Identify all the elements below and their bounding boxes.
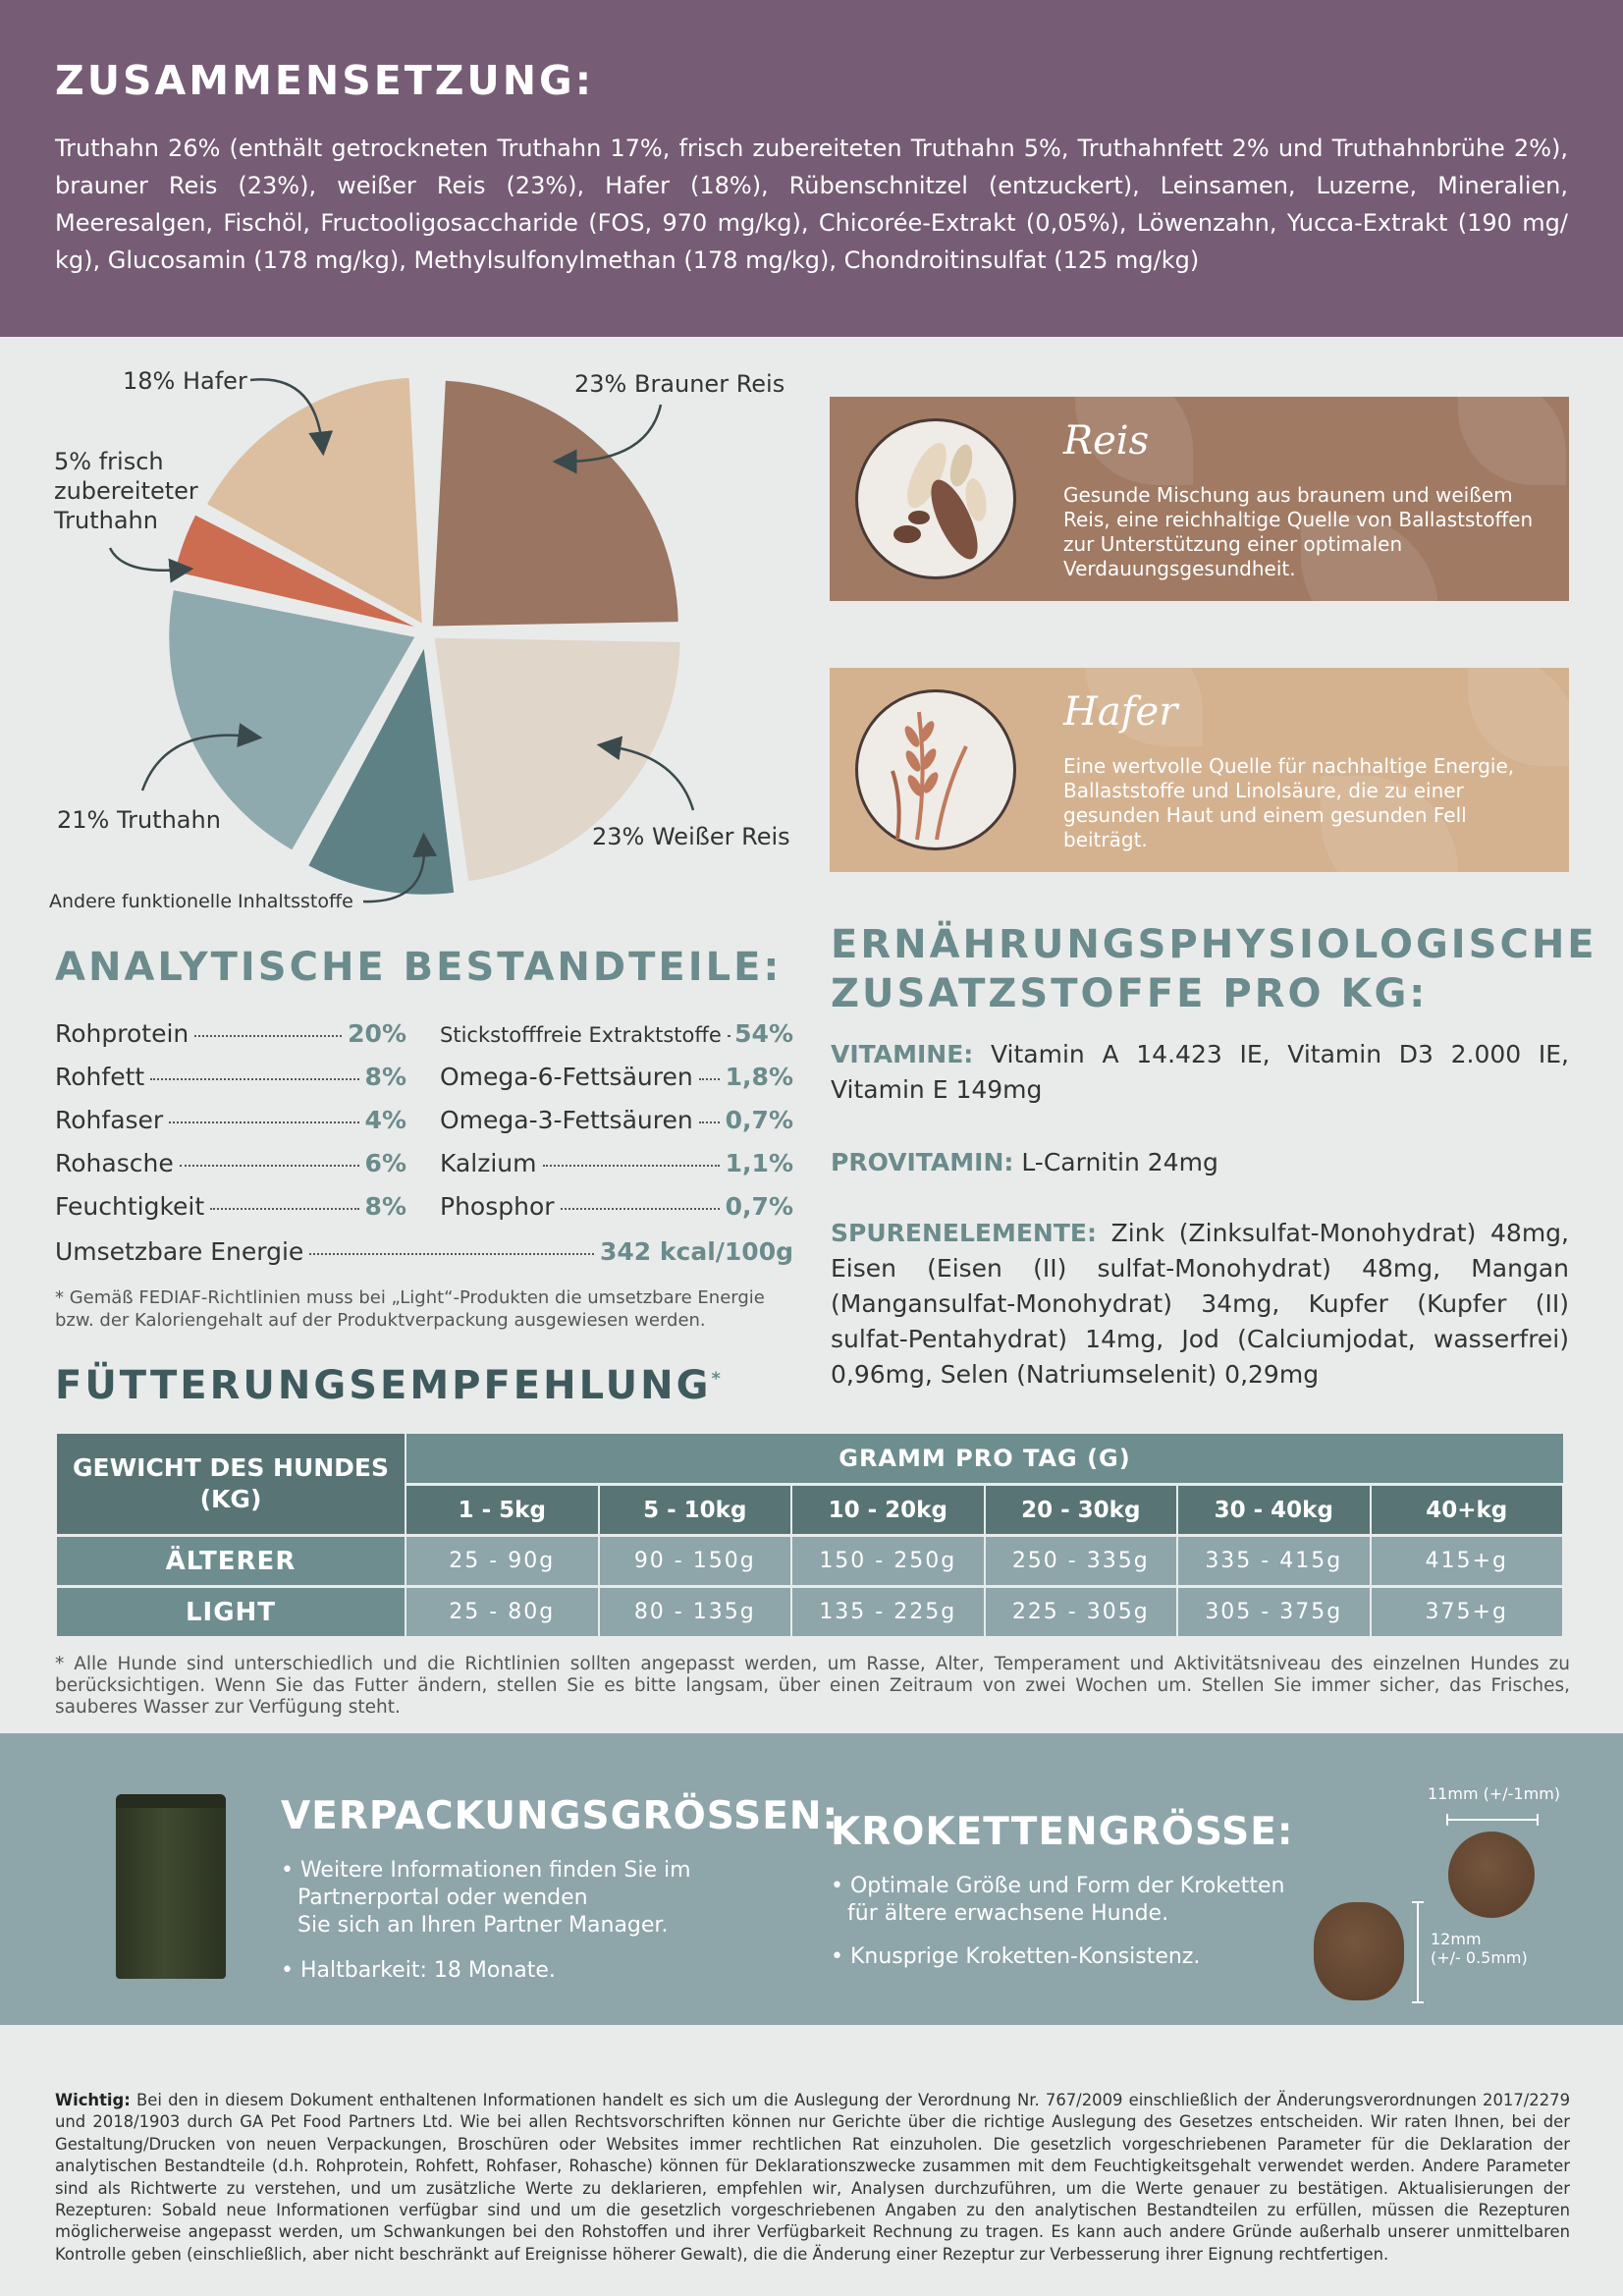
- hafer-banner: [830, 668, 1569, 872]
- weight-column-header: 40+kg: [1372, 1486, 1563, 1534]
- analytical-row: Feuchtigkeit 8%: [55, 1192, 406, 1221]
- feeding-cell: 25 - 80g: [406, 1588, 598, 1636]
- analytical-row: Rohasche 6%: [55, 1149, 406, 1177]
- reis-text: Gesunde Mischung aus braunem und weißem Reis, eine reichhaltige Quelle von Ballaststoffen zur Unterstützung einer optimalen Verdauungsgesundheit.: [1063, 483, 1534, 580]
- kibble-dim-side: 12mm (+/- 0.5mm): [1431, 1930, 1528, 1967]
- ingredient-pie: [0, 354, 815, 923]
- feeding-row-label: ÄLTERER: [57, 1537, 405, 1585]
- feeding-cell: 90 - 150g: [600, 1537, 791, 1585]
- feeding-cell: 25 - 90g: [406, 1537, 598, 1585]
- dim-line-side: [1408, 1898, 1428, 2006]
- packaging-section: [0, 1733, 1623, 2025]
- feeding-row-label: LIGHT: [57, 1588, 405, 1636]
- weight-column-header: 5 - 10kg: [600, 1486, 791, 1534]
- kibble-bullet-2: • Knusprige Kroketten-Konsistenz.: [831, 1944, 1201, 1969]
- dim-line-top: [1443, 1810, 1542, 1830]
- weight-column-header: 30 - 40kg: [1178, 1486, 1370, 1534]
- energy-row: Umsetzbare Energie 342 kcal/100g: [55, 1237, 793, 1266]
- analytical-row: Rohfett 8%: [55, 1063, 406, 1091]
- analytical-row: Phosphor 0,7%: [440, 1192, 793, 1221]
- feeding-cell: 80 - 135g: [600, 1588, 791, 1636]
- kibble-side: [1314, 1902, 1404, 2000]
- analytical-row: Rohprotein 20%: [55, 1019, 406, 1048]
- feeding-cell: 335 - 415g: [1178, 1537, 1370, 1585]
- analytical-row: Omega-3-Fettsäuren 0,7%: [440, 1106, 793, 1134]
- analytical-row: Stickstofffreie Extraktstoffe 54%: [440, 1019, 793, 1048]
- composition-text: Truthahn 26% (enthält getrockneten Truthahn 17%, frisch zubereiteten Truthahn 5%, Truthahnfett 2% und Truthahnbrühe 2%), brauner Reis (23%), weißer Reis (23%), Hafer (18%), Rübenschnitzel (entzuckert), Leinsamen, Luzerne, Mineralien, Meeresalgen, Fischöl, Fructooligosaccharide (FOS, 970 mg/kg), Chicorée-Extrakt (0,05%), Löwenzahn, Yucca-Extrakt (190 mg/ kg), Glucosamin (178 mg/kg), Methylsulfonylmethan (178 mg/kg), Chondroitinsulfat (125 mg/kg): [55, 135, 1568, 274]
- kibble-title: KROKETTENGRÖSSE:: [831, 1810, 1294, 1854]
- hafer-text: Eine wertvolle Quelle für nachhaltige Energie, Ballaststoffe und Linolsäure, die zu einer gesunden Haut und einem gesunden Fell beiträgt.: [1063, 754, 1515, 851]
- pie-slice-brauner-reis: [433, 381, 678, 627]
- spurenelemente-block: SPURENELEMENTE: Zink (Zinksulfat-Monohydrat) 48mg, Eisen (Eisen (II) sulfat-Monohydrat) 48mg, Mangan (Mangansulfat-Monohydrat) 34mg, Kupfer (Kupfer (II) sulfat-Pentahydrat) 14mg, Jod (Calciumjodat, wasserfrei) 0,96mg, Selen (Natriumselenit) 0,29mg: [831, 1219, 1569, 1389]
- feeding-cell: 135 - 225g: [792, 1588, 984, 1636]
- feeding-cell: 150 - 250g: [792, 1537, 984, 1585]
- label-brauner-reis: 23% Brauner Reis: [574, 370, 785, 398]
- label-hafer: 18% Hafer: [123, 367, 247, 395]
- packaging-title: VERPACKUNGSGRÖSSEN:: [281, 1794, 839, 1838]
- feeding-cell: 305 - 375g: [1178, 1588, 1370, 1636]
- weight-column-header: 20 - 30kg: [986, 1486, 1177, 1534]
- analytical-row: Omega-6-Fettsäuren 1,8%: [440, 1063, 793, 1091]
- label-weisser-reis: 23% Weißer Reis: [592, 823, 790, 850]
- analytical-row: Kalzium 1,1%: [440, 1149, 793, 1177]
- feeding-title: FÜTTERUNGSEMPFEHLUNG*: [55, 1363, 724, 1408]
- kibble-bullet-1: • Optimale Größe und Form der Kroketten für ältere erwachsene Hunde.: [831, 1874, 1285, 1926]
- weight-column-header: 1 - 5kg: [406, 1486, 598, 1534]
- hafer-title: Hafer: [1063, 689, 1178, 735]
- feeding-cell: 375+g: [1372, 1588, 1563, 1636]
- provitamin-block: PROVITAMIN: L-Carnitin 24mg: [831, 1148, 1218, 1176]
- composition-section: [0, 0, 1623, 337]
- analytical-title: ANALYTISCHE BESTANDTEILE:: [55, 945, 783, 990]
- packaging-bullet-2: • Haltbarkeit: 18 Monate.: [281, 1958, 556, 1983]
- reis-banner: [830, 397, 1569, 601]
- weight-header: GEWICHT DES HUNDES (KG): [57, 1434, 405, 1534]
- additives-title: ERNÄHRUNGSPHYSIOLOGISCHE ZUSATZSTOFFE PRO KG:: [831, 922, 1597, 1016]
- analytical-row: Rohfaser 4%: [55, 1106, 406, 1134]
- oat-icon: [855, 689, 1016, 850]
- vitamine-block: VITAMINE: Vitamin A 14.423 IE, Vitamin D3 2.000 IE, Vitamin E 149mg: [831, 1040, 1569, 1104]
- bag-image: [116, 1794, 226, 1979]
- gram-header: GRAMM PRO TAG (G): [406, 1434, 1563, 1483]
- feeding-note: * Alle Hunde sind unterschiedlich und die Richtlinien sollten angepasst werden, um Rasse, Alter, Temperament und Aktivitätsniveau des einzelnen Hundes zu berücksichtigen. Wenn Sie das Futter ändern, stellen Sie es bitte langsam, über einen Zeitraum von zwei Wochen um. Stellen Sie immer sicher, das Frisches, sauberes Wasser zur Verfügung steht.: [55, 1654, 1570, 1718]
- kibble-dim-top: 11mm (+/-1mm): [1428, 1784, 1561, 1803]
- kibble-round: [1448, 1831, 1535, 1918]
- label-frisch: 5% frisch zubereiteter Truthahn: [54, 448, 198, 534]
- composition-title: ZUSAMMENSETZUNG:: [55, 57, 595, 104]
- feeding-cell: 415+g: [1372, 1537, 1563, 1585]
- label-truthahn: 21% Truthahn: [57, 806, 221, 834]
- analytical-note: * Gemäß FEDIAF-Richtlinien muss bei „Light“-Produkten die umsetzbare Energie bzw. der Kaloriengehalt auf der Produktverpackung ausgewiesen werden.: [55, 1287, 765, 1331]
- packaging-bullet-1: • Weitere Informationen finden Sie im Partnerportal oder wenden Sie sich an Ihren Partner Manager.: [281, 1858, 691, 1938]
- label-andere: Andere funktionelle Inhaltsstoffe: [49, 891, 353, 912]
- feeding-cell: 225 - 305g: [986, 1588, 1177, 1636]
- rice-icon: [855, 418, 1016, 579]
- weight-column-header: 10 - 20kg: [792, 1486, 984, 1534]
- arrow-frisch: [110, 548, 182, 571]
- reis-title: Reis: [1063, 418, 1150, 464]
- legal-footer: Wichtig: Bei den in diesem Dokument enthaltenen Informationen handelt es sich um die Auslegung der Verordnung Nr. 767/2009 einschließlich der Änderungsverordnungen 2017/2279 und 2018/1903 durch GA Pet Food Partners Ltd. Wie bei allen Rechtsvorschriften können nur Gerichte über die richtige Auslegung des Gesetzes entscheiden. Wir raten Ihnen, bei der Gestaltung/Drucken von neuen Verpackungen, Broschüren oder Websites immer rechtlichen Rat einzuholen. Die gesetzlich vorgeschriebenen Parameter für die Deklaration der analytischen Bestandteile (d.h. Rohprotein, Rohfett, Rohfaser, Rohasche) können für Deklarationszwecke zusammen mit dem Feuchtigkeitsgehalt verwendet werden. Andere Parameter sind als Richtwerte zu verstehen, und um zusätzliche Werte zu deklarieren, empfehlen wir, Analysen durchzuführen, um die Werte genauer zu bestätigen. Aktualisierungen der Rezepturen: Sobald neue Informationen verfügbar sind und um die gesetzlich vorgeschriebenen Angaben zu den analytischen Bestandteilen zu erfüllen, müssen die Rezepturen möglicherweise angepasst werden, um Schwankungen bei den Rohstoffen und ihrer Verfügbarkeit Rechnung zu tragen. Es kann auch andere Gründe außerhalb unserer unmittelbaren Kontrolle geben (einschließlich, aber nicht beschränkt auf Ereignisse höherer Gewalt), die die Änderung einer Rezeptur zur Verbesserung ihrer Eignung rechtfertigen.: [55, 2091, 1570, 2264]
- feeding-cell: 250 - 335g: [986, 1537, 1177, 1585]
